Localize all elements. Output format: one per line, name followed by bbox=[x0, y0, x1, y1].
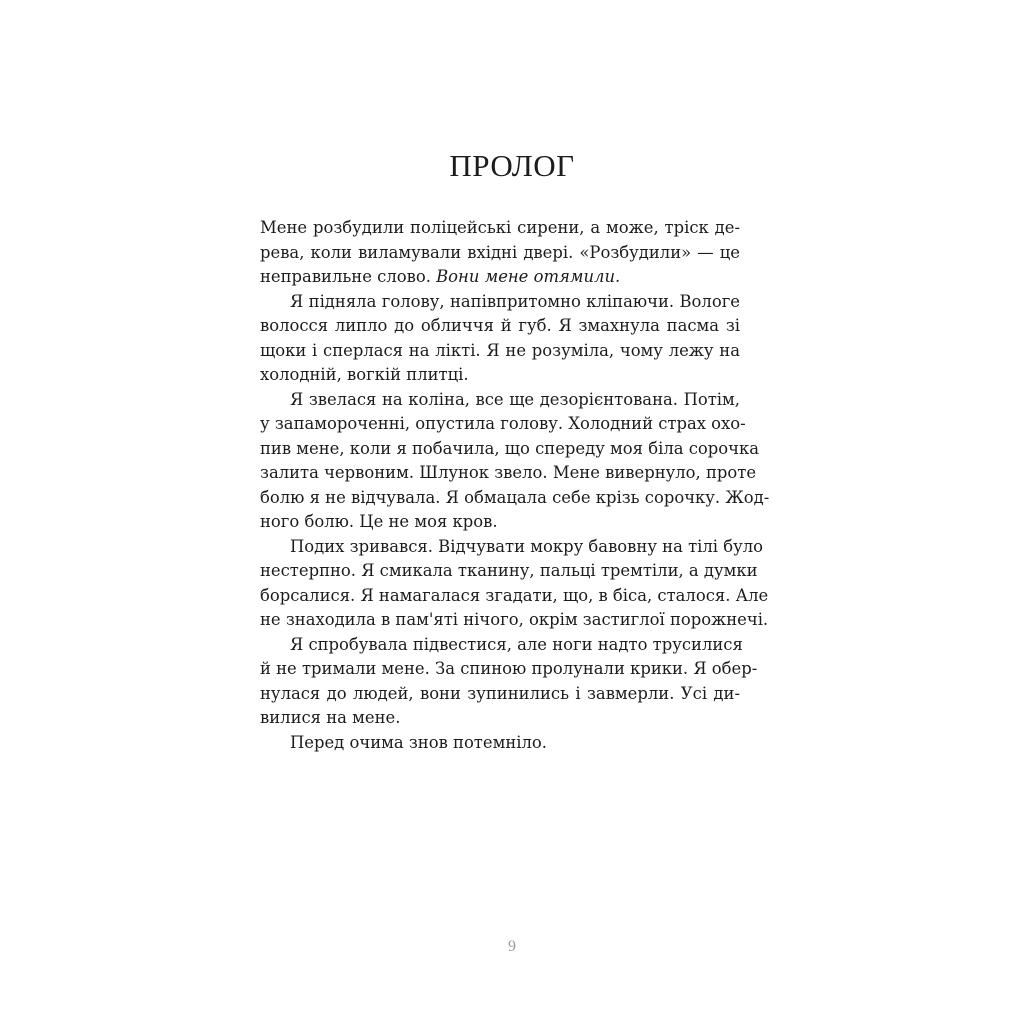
text-line: Перед очима знов потемніло. bbox=[290, 732, 547, 752]
text-line bbox=[260, 265, 740, 290]
text-line: Мене розбудили поліцейські сирени, а може, тріск де- bbox=[260, 218, 740, 237]
text-line: ного болю. Це не моя кров. bbox=[260, 512, 498, 531]
text-line-italic: Вони мене отямили. bbox=[436, 267, 621, 286]
page-number: 9 bbox=[508, 938, 516, 955]
text-line: болю я не відчувала. Я обмацала себе крізь сорочку. Жод- bbox=[260, 487, 770, 507]
text-line: Я підняла голову, напівпритомно кліпаючи. Вологе bbox=[290, 291, 740, 311]
text-line: у запамороченні, опустила голову. Холодний страх охо- bbox=[260, 414, 746, 433]
text-line: й не тримали мене. За спиною пролунали крики. Я обер- bbox=[260, 659, 758, 678]
text-line: холодній, вогкій плитці. bbox=[260, 365, 469, 384]
text-line: Я звелася на коліна, все ще дезорієнтована. Потім, bbox=[290, 389, 740, 409]
text-line: Я спробувала підвестися, але ноги надто трусилися bbox=[290, 634, 743, 654]
chapter-title: ПРОЛОГ bbox=[449, 148, 575, 183]
chapter-body bbox=[260, 216, 770, 755]
text-line: вилися на мене. bbox=[260, 708, 401, 727]
text-line: борсалися. Я намагалася згадати, що, в біса, сталося. Але bbox=[260, 585, 769, 605]
text-line-plain: неправильне слово. bbox=[260, 267, 437, 286]
text-line: Подих зривався. Відчувати мокру бавовну на тілі було bbox=[290, 536, 764, 556]
text-line: рева, коли виламували вхідні двері. «Розбудили» — це bbox=[260, 242, 740, 262]
text-line: не знаходила в пам'яті нічого, окрім застиглої порожнечі. bbox=[260, 610, 769, 629]
text-line: пив мене, коли я побачила, що спереду моя біла сорочка bbox=[260, 438, 759, 458]
text-line: нулася до людей, вони зупинились і завмерли. Усі ди- bbox=[260, 683, 740, 703]
text-line: щоки і сперлася на лікті. Я не розуміла, чому лежу на bbox=[260, 340, 740, 360]
text-line: волосся липло до обличчя й губ. Я змахнула пасма зі bbox=[260, 316, 740, 335]
text-line: залита червоним. Шлунок звело. Мене вивернуло, проте bbox=[260, 463, 757, 482]
text-line: нестерпно. Я смикала тканину, пальці тремтіли, а думки bbox=[260, 561, 758, 580]
